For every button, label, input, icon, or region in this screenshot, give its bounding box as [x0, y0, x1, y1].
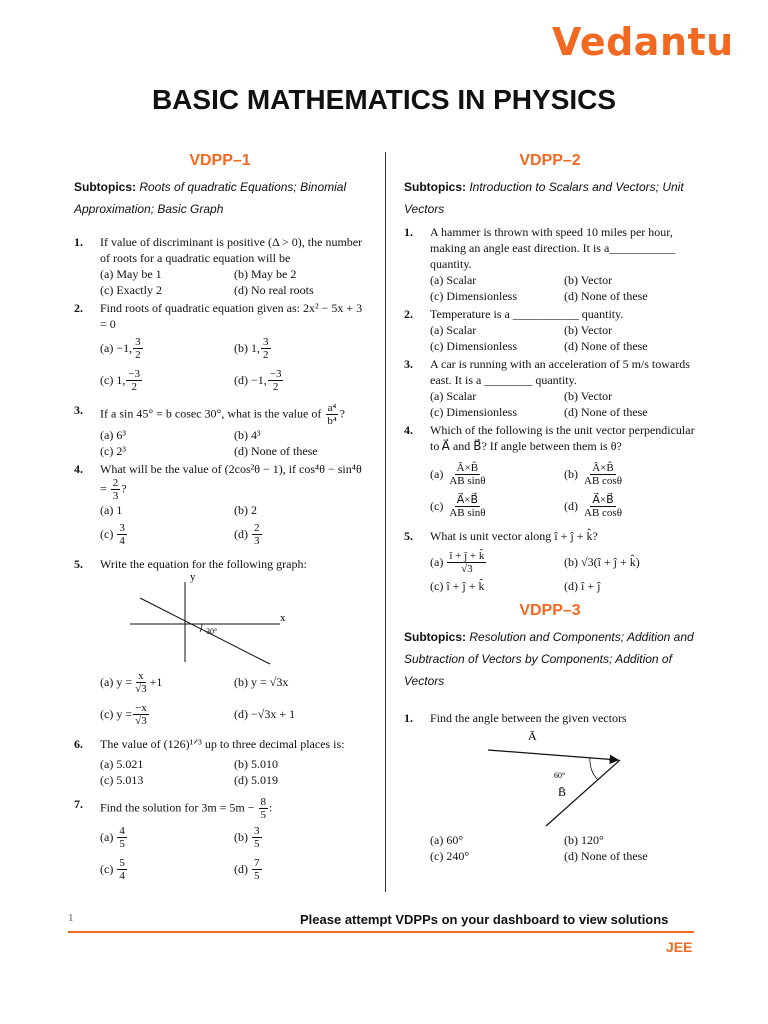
option-d: (d) $\frac{A⃗\times B⃗}{\text{AB cosθ}}$ [564, 493, 622, 519]
question-text: Which of the following is the unit vector perpendicular to A⃗ and B⃗? If angle between them is θ? [430, 423, 695, 453]
option-b: (b) 2 [234, 503, 257, 517]
vector-b-label: B̄ [558, 785, 567, 799]
option-d: (d) No real roots [234, 283, 314, 297]
option-c: (c) 2³ [100, 444, 126, 458]
question-number: 3. [74, 403, 83, 417]
option-d: (d) None of these [564, 405, 648, 419]
question-number: 5. [74, 557, 83, 571]
question-number: 1. [404, 225, 413, 239]
option-a: (a) 60° [430, 833, 464, 847]
option-d: (d) None of these [234, 444, 318, 458]
question-number: 6. [74, 737, 83, 751]
question-number: 2. [404, 307, 413, 321]
question-5 [74, 556, 366, 730]
page-number: 1 [68, 912, 74, 924]
option-a: (a) 6³ [100, 428, 126, 442]
question-2 [74, 300, 366, 396]
question-text: Find roots of quadratic equation given as: 2x² − 5x + 3 = 0 [100, 301, 363, 331]
footer-rule [68, 931, 694, 933]
option-a: (a) 1 [100, 503, 123, 517]
option-a: (a) Scalar [430, 323, 477, 337]
question-3: 3. If a sin 45° = b cosec 30°, what is the value of $\frac{\text{a⁴}}{\text{b⁴}}$ ? (a) 6³ (b) 4³ (c) 2³ (d) None of these [74, 402, 366, 459]
question-1 [404, 224, 696, 304]
subtopics-text: Introduction to Scalars and Vectors; Unit Vectors [404, 180, 684, 216]
question-number: 1. [74, 235, 83, 249]
vedantu-logo: Vedantu [552, 20, 734, 64]
vdpp2-subtopics [404, 176, 696, 220]
question-number: 2. [74, 301, 83, 315]
question-text: A car is running with an acceleration of 5 m/s towards east. It is a ________ quantity. [430, 357, 690, 387]
option-c: (c) Dimensionless [430, 405, 517, 419]
option-b: (b) $\frac{3}{5}$ [234, 824, 260, 850]
question-3 [404, 356, 696, 420]
question-text: Find the solution for 3m = 5m − [100, 800, 255, 815]
vector-a-label: Ā [528, 730, 537, 743]
question-1 [74, 234, 366, 298]
option-a: (a) May be 1 [100, 267, 162, 281]
question-number: 4. [404, 423, 413, 437]
option-d: (d) None of these [564, 339, 648, 353]
option-c: (c) Dimensionless [430, 339, 517, 353]
option-a: (a) 5.021 [100, 757, 144, 771]
question-2 [404, 306, 696, 354]
option-d: (d) 5.019 [234, 773, 278, 787]
option-b: (b) Vector [564, 273, 613, 287]
option-a: (a) $\frac{Â\times B̂}{\text{AB sinθ}}$ [430, 461, 486, 487]
question-6 [74, 736, 366, 788]
question-7: 7. Find the solution for 3m = 5m − $\frac{8}{5}$ : (a) $\frac{4}{5}$ (b) $\frac{3}{5}$ (c) $\frac{5}{4}$ (d) $\frac{7}{5}$ [74, 796, 366, 885]
option-c: (c) Exactly 2 [100, 283, 162, 297]
vdpp1-subtopics [74, 176, 366, 220]
exam-tag: JEE [666, 939, 693, 955]
option-c: (c) $\frac{5}{4}$ [100, 856, 125, 882]
subtopics-label: Subtopics: [404, 180, 466, 194]
option-c: (c) $\frac{3}{4}$ [100, 521, 125, 547]
axis-x-label: x [280, 612, 286, 624]
footer-message: Please attempt VDPPs on your dashboard to view solutions [300, 912, 669, 927]
option-a: (a) Scalar [430, 389, 477, 403]
right-column [404, 152, 696, 864]
angle-label: 30° [206, 627, 218, 636]
option-d: (d) None of these [564, 289, 648, 303]
question-text: Write the equation for the following graph: [100, 557, 307, 571]
question-4 [404, 422, 696, 522]
option-b: (b) Vector [564, 389, 613, 403]
question-number: 3. [404, 357, 413, 371]
option-d: (d) −1, $\frac{-3}{2}$ [234, 367, 282, 393]
option-c: (c) $\frac{A⃗\times B⃗}{\text{AB sinθ}}$ [430, 493, 486, 519]
option-d: (d) $\frac{2}{3}$ [234, 521, 260, 547]
option-d: (d) None of these [564, 849, 648, 863]
question-text: What is unit vector along î + ĵ + k̂? [430, 529, 598, 543]
question-5 [404, 528, 696, 594]
option-b: (b) Vector [564, 323, 613, 337]
vdpp1-heading: VDPP–1 [189, 152, 251, 169]
option-b: (b) y = √3x [234, 675, 289, 689]
question-4: 4. What will be the value of (2cos²θ − 1), if cos⁴θ − sin⁴θ = $\frac{2}{3}$ ? (a) 1 (b) 2 (c) $\frac{3}{4}$ (d) $\frac{2}{3}$ [74, 461, 366, 550]
option-b: (b) 1, $\frac{3}{2}$ [234, 335, 269, 361]
question-text: Find the angle between the given vectors [430, 711, 627, 725]
question-text: What will be the value of (2cos²θ − 1), if cos⁴θ − sin⁴θ = [100, 462, 362, 496]
option-b: (b) May be 2 [234, 267, 297, 281]
option-b: (b) $\frac{Â\times B̂}{\text{AB cosθ}}$ [564, 461, 622, 487]
left-column [74, 152, 366, 885]
option-d: (d) $\frac{7}{5}$ [234, 856, 260, 882]
line-graph [130, 574, 290, 666]
subtopics-text: Roots of quadratic Equations; Binomial Approximation; Basic Graph [74, 180, 347, 216]
question-number: 7. [74, 797, 83, 811]
option-a: (a) Scalar [430, 273, 477, 287]
vector-diagram [486, 730, 636, 828]
vdpp3-heading: VDPP–3 [519, 602, 581, 619]
question-vdpp3-1 [404, 710, 696, 864]
option-b: (b) 5.010 [234, 757, 278, 771]
option-a: (a) $\frac{î + ĵ + k̂}{√3}$ [430, 549, 485, 575]
option-b: (b) √3(î + ĵ + k̂) [564, 555, 640, 569]
page-title: BASIC MATHEMATICS IN PHYSICS [151, 84, 617, 115]
question-text: Temperature is a ___________ quantity. [430, 307, 624, 321]
question-number: 4. [74, 462, 83, 476]
subtopics-label: Subtopics: [74, 180, 136, 194]
axis-y-label: y [190, 574, 196, 583]
option-b: (b) 4³ [234, 428, 261, 442]
option-c: (c) 240° [430, 849, 470, 863]
question-number: 1. [404, 711, 413, 725]
question-text: If a sin 45° = b cosec 30°, what is the value of [100, 406, 322, 421]
option-c: (c) 1, $\frac{-3}{2}$ [100, 367, 141, 393]
option-c: (c) î + ĵ + k̂ [430, 579, 485, 593]
question-text: The value of (126)¹ᐟ³ up to three decimal places is: [100, 737, 345, 751]
option-c: (c) y = $\frac{-x}{√3}$ [100, 701, 147, 727]
option-a: (a) −1, $\frac{3}{2}$ [100, 335, 141, 361]
question-text: If value of discriminant is positive (Δ > 0), the number of roots for a quadratic equation will be [100, 235, 363, 265]
option-a: (a) $\frac{4}{5}$ [100, 824, 125, 850]
option-d: (d) î + ĵ [564, 579, 601, 593]
option-b: (b) 120° [564, 833, 604, 847]
question-number: 5. [404, 529, 413, 543]
option-a: (a) y = $\frac{x}{√3}$ +1 [100, 669, 163, 695]
option-c: (c) 5.013 [100, 773, 144, 787]
subtopics-text: Resolution and Components; Addition and Subtraction of Vectors by Components; Addition of Vectors [404, 630, 694, 688]
column-divider [385, 152, 386, 892]
option-d: (d) −√3x + 1 [234, 707, 296, 721]
vdpp3-subtopics [404, 626, 696, 692]
vdpp2-heading: VDPP–2 [519, 152, 581, 169]
question-text: A hammer is thrown with speed 10 miles per hour, making an angle east direction. It is a___________ quantity. [430, 225, 676, 271]
subtopics-label: Subtopics: [404, 630, 466, 644]
option-c: (c) Dimensionless [430, 289, 517, 303]
angle-label: 60° [554, 771, 566, 780]
